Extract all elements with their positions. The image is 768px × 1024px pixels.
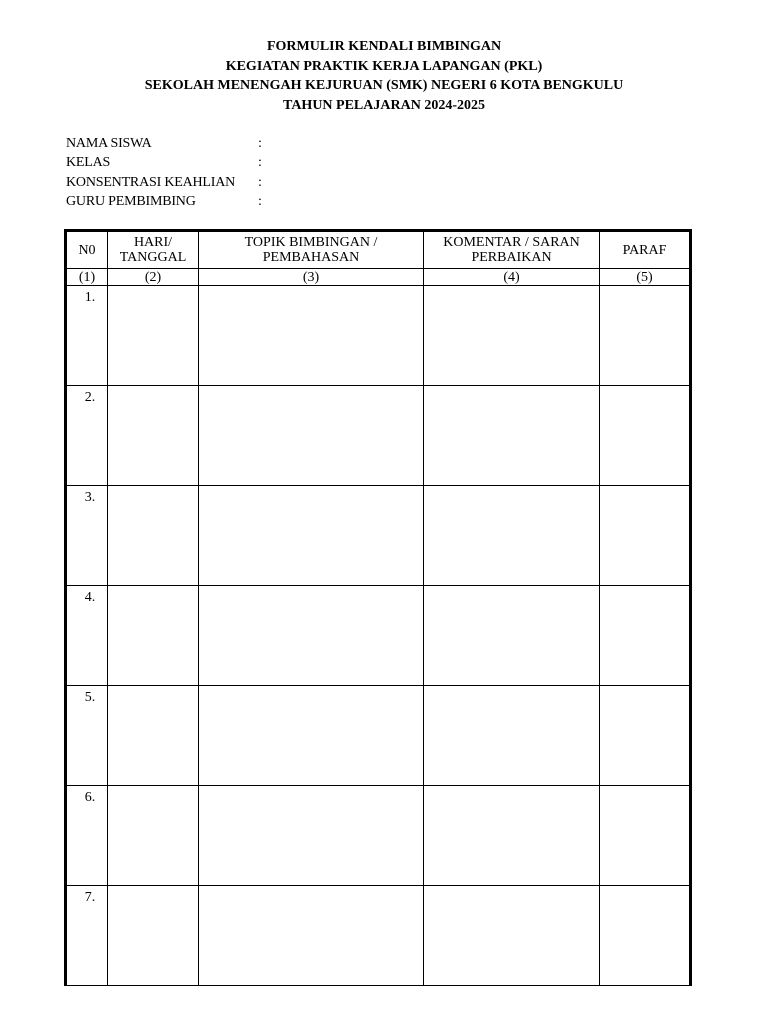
guidance-log-table xyxy=(64,229,692,986)
topic-cell[interactable] xyxy=(199,486,424,586)
column-header: N0 xyxy=(66,231,108,269)
student-info xyxy=(66,134,268,211)
signature-cell[interactable] xyxy=(600,886,691,986)
column-number: (2) xyxy=(108,269,199,286)
column-number: (5) xyxy=(600,269,691,286)
title-line: FORMULIR KENDALI BIMBINGAN xyxy=(266,39,502,54)
info-label: KONSENTRASI KEAHLIAN xyxy=(66,174,236,190)
topic-cell[interactable] xyxy=(199,286,424,386)
signature-cell[interactable] xyxy=(600,786,691,886)
comment-cell[interactable] xyxy=(424,786,600,886)
row-number: 1. xyxy=(84,290,96,305)
comment-cell[interactable] xyxy=(424,386,600,486)
column-header: HARI/ TANGGAL xyxy=(108,231,199,269)
row-number-cell xyxy=(66,386,108,486)
row-number-cell xyxy=(66,686,108,786)
signature-cell[interactable] xyxy=(600,486,691,586)
row-number: 2. xyxy=(84,390,96,405)
table-row xyxy=(66,786,691,886)
info-row-konsentrasi-keahlian xyxy=(66,173,268,192)
info-row-kelas xyxy=(66,153,268,172)
row-number-cell xyxy=(66,286,108,386)
form-title xyxy=(0,37,768,115)
column-number: (3) xyxy=(199,269,424,286)
signature-cell[interactable] xyxy=(600,286,691,386)
date-cell[interactable] xyxy=(108,386,199,486)
date-cell[interactable] xyxy=(108,586,199,686)
row-number: 7. xyxy=(84,890,96,905)
table-row xyxy=(66,486,691,586)
row-number-cell xyxy=(66,586,108,686)
info-label: KELAS xyxy=(66,155,111,171)
info-row-nama-siswa xyxy=(66,134,268,153)
date-cell[interactable] xyxy=(108,786,199,886)
signature-cell[interactable] xyxy=(600,586,691,686)
title-line: TAHUN PELAJARAN 2024-2025 xyxy=(283,97,485,113)
column-header: TOPIK BIMBINGAN / PEMBAHASAN xyxy=(199,231,424,269)
row-number-cell xyxy=(66,786,108,886)
topic-cell[interactable] xyxy=(199,686,424,786)
date-cell[interactable] xyxy=(108,286,199,386)
info-label: GURU PEMBIMBING xyxy=(66,193,196,209)
row-number: 4. xyxy=(84,590,96,605)
row-number: 5. xyxy=(84,690,96,705)
column-header: KOMENTAR / SARAN PERBAIKAN xyxy=(424,231,600,269)
table-row xyxy=(66,886,691,986)
comment-cell[interactable] xyxy=(424,686,600,786)
topic-cell[interactable] xyxy=(199,886,424,986)
info-colon: : xyxy=(258,155,262,171)
column-number-row xyxy=(66,269,691,286)
column-number: (4) xyxy=(424,269,600,286)
table-row xyxy=(66,586,691,686)
comment-cell[interactable] xyxy=(424,886,600,986)
column-number: (1) xyxy=(66,269,108,286)
topic-cell[interactable] xyxy=(199,786,424,886)
info-row-guru-pembimbing xyxy=(66,192,268,211)
row-number: 6. xyxy=(84,790,96,805)
table-row xyxy=(66,386,691,486)
column-header: PARAF xyxy=(600,231,691,269)
comment-cell[interactable] xyxy=(424,486,600,586)
table-header-row xyxy=(66,231,691,269)
date-cell[interactable] xyxy=(108,686,199,786)
row-number-cell xyxy=(66,886,108,986)
comment-cell[interactable] xyxy=(424,586,600,686)
info-colon: : xyxy=(258,174,262,190)
signature-cell[interactable] xyxy=(600,386,691,486)
table-row xyxy=(66,286,691,386)
info-colon: : xyxy=(258,193,262,209)
signature-cell[interactable] xyxy=(600,686,691,786)
row-number: 3. xyxy=(84,490,96,505)
row-number-cell xyxy=(66,486,108,586)
comment-cell[interactable] xyxy=(424,286,600,386)
title-line: KEGIATAN PRAKTIK KERJA LAPANGAN (PKL) xyxy=(225,58,543,74)
title-line: SEKOLAH MENENGAH KEJURUAN (SMK) NEGERI 6 KOTA BENGKULU xyxy=(144,78,624,93)
info-colon: : xyxy=(258,136,262,151)
date-cell[interactable] xyxy=(108,886,199,986)
topic-cell[interactable] xyxy=(199,586,424,686)
topic-cell[interactable] xyxy=(199,386,424,486)
info-label: NAMA SISWA xyxy=(66,136,152,151)
table-row xyxy=(66,686,691,786)
date-cell[interactable] xyxy=(108,486,199,586)
